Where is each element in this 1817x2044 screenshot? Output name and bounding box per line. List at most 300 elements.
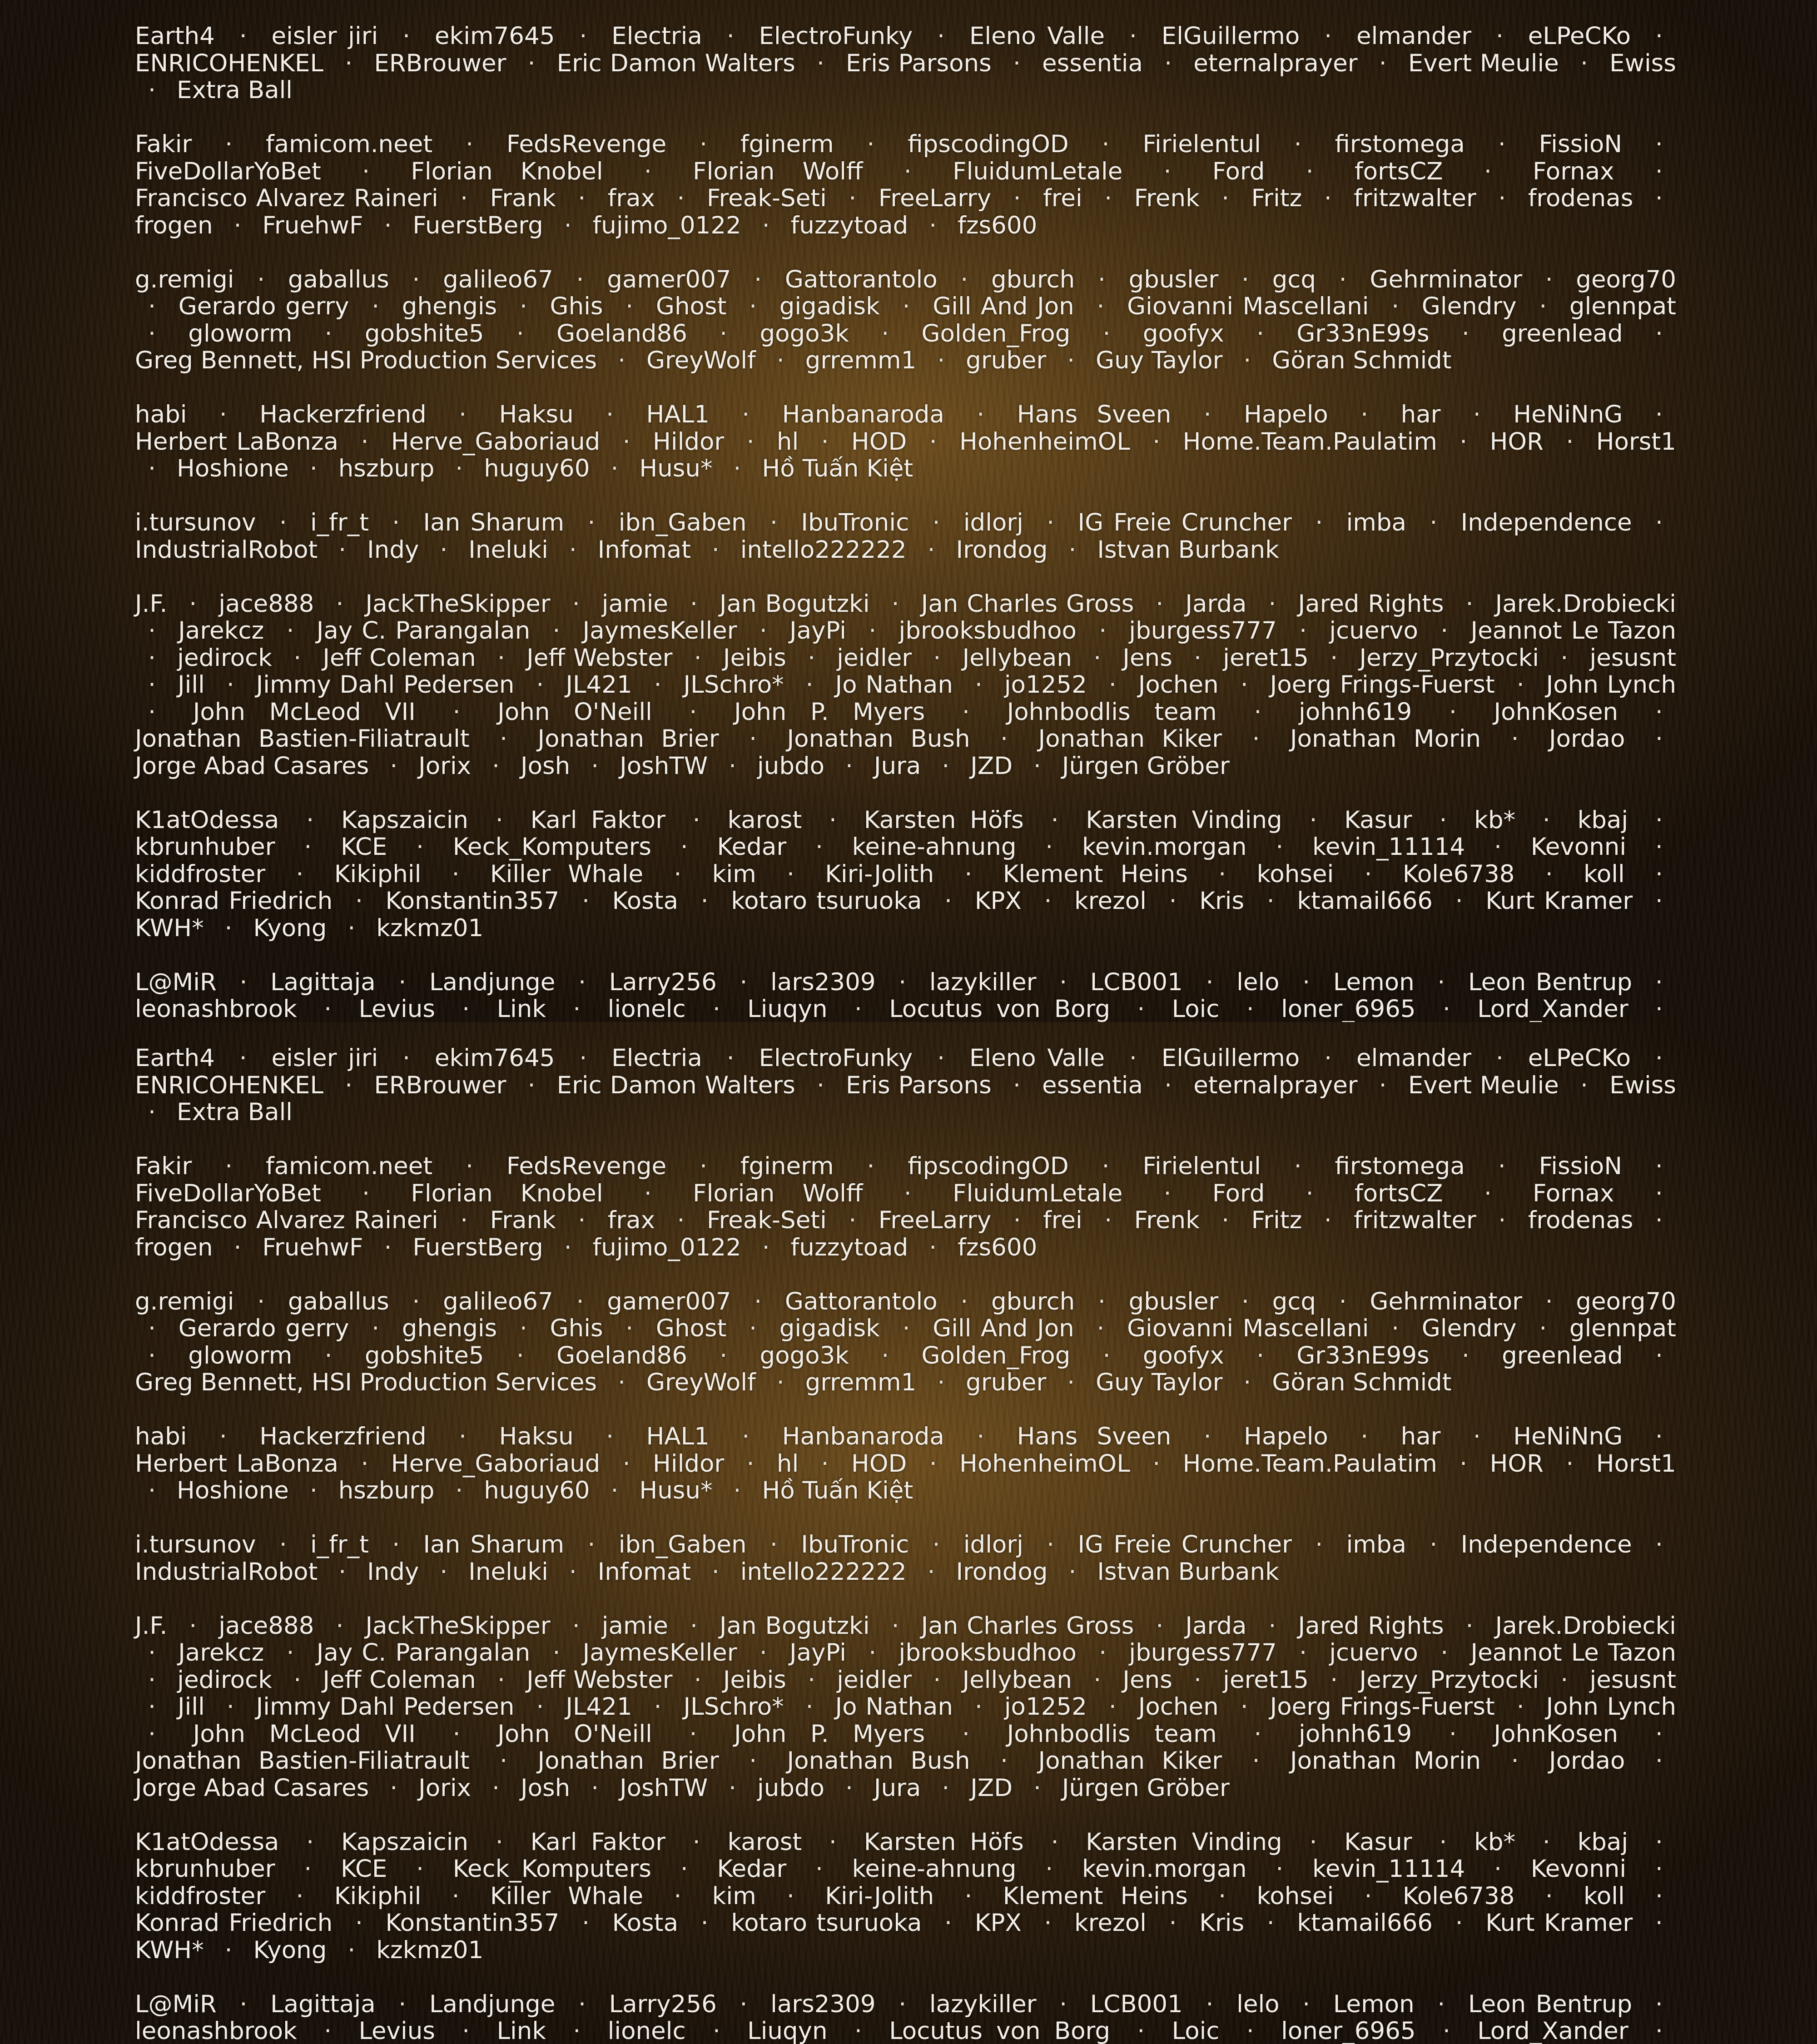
contributor-name: Home.Team.Paulatim <box>1183 428 1437 456</box>
name-separator: · <box>442 455 476 482</box>
contributor-name: Freak-Seti <box>707 1206 827 1234</box>
contributor-name: Fornax <box>1533 1180 1614 1207</box>
contributor-name: frogen <box>135 212 213 239</box>
contributor-name: Jared Rights <box>1298 1612 1444 1640</box>
name-separator: · <box>1642 1990 1676 2018</box>
contributor-name: gcq <box>1272 1288 1316 1315</box>
contributor-name: g.remigi <box>135 1288 234 1315</box>
name-separator: · <box>135 320 169 347</box>
contributor-name: kbaj <box>1578 1828 1628 1856</box>
contributor-name: Jürgen Gröber <box>1062 752 1230 780</box>
name-separator: · <box>280 1666 314 1694</box>
name-separator: · <box>1139 1450 1173 1478</box>
contributor-name: Leon Bentrup <box>1468 1990 1632 2018</box>
name-separator: · <box>1416 1531 1450 1558</box>
name-separator: · <box>802 1855 836 1883</box>
contributor-name: Kyong <box>253 914 327 942</box>
name-separator: · <box>1642 860 1676 888</box>
contributor-name: Guy Taylor <box>1096 347 1222 374</box>
name-separator: · <box>962 1693 996 1721</box>
contributor-name: imba <box>1346 509 1406 536</box>
name-separator: · <box>774 860 808 888</box>
contributor-name: intello222222 <box>740 536 907 564</box>
contributor-name: HOR <box>1490 1450 1544 1478</box>
contributor-name: GreyWolf <box>646 1369 756 1396</box>
name-separator: · <box>291 1855 325 1883</box>
contributor-name: gigadisk <box>779 293 880 320</box>
name-separator: · <box>560 2017 594 2044</box>
name-separator: · <box>293 806 327 834</box>
contributor-name: Home.Team.Paulatim <box>1183 1450 1437 1478</box>
name-separator: · <box>1642 1882 1676 1910</box>
name-separator: · <box>323 590 357 618</box>
name-separator: · <box>729 1423 763 1450</box>
contributor-name: Levius <box>358 2017 435 2044</box>
name-separator: · <box>244 1288 278 1315</box>
name-separator: · <box>479 752 513 780</box>
name-separator: · <box>1453 1612 1487 1640</box>
contributor-name: Hoshione <box>177 1477 289 1504</box>
name-separator: · <box>1526 293 1560 320</box>
name-separator: · <box>566 1044 600 1072</box>
name-separator: · <box>1378 1315 1412 1342</box>
contributor-name: fuzzytoad <box>791 212 908 239</box>
name-separator: · <box>1449 1342 1483 1369</box>
name-separator: · <box>439 698 473 726</box>
name-separator: · <box>135 1315 169 1342</box>
name-separator: · <box>1156 1909 1190 1937</box>
contributor-name: famicom.neet <box>266 1152 432 1180</box>
contributor-name: jeidler <box>837 1666 912 1694</box>
contributor-name: Haksu <box>499 401 573 428</box>
contributor-name: Göran Schmidt <box>1272 1369 1451 1396</box>
contributor-name: Husu* <box>639 1477 712 1504</box>
name-separator: · <box>503 1342 537 1369</box>
contributor-name: ENRICOHENKEL <box>135 50 323 77</box>
contributor-name: FluidumLetale <box>953 158 1122 185</box>
contributor-name: huguy60 <box>484 1477 590 1504</box>
name-separator: · <box>1293 1180 1327 1207</box>
contributor-name: eLPeCKo <box>1528 22 1631 50</box>
name-separator: · <box>816 1828 850 1856</box>
contributor-name: JL421 <box>566 671 632 699</box>
contributor-name: Jan Bogutzki <box>720 590 870 618</box>
name-separator: · <box>963 1423 998 1450</box>
contributor-name: Haksu <box>499 1423 573 1450</box>
contributor-name: Florian Wolff <box>693 1180 863 1207</box>
contributor-name: IG Freie Cruncher <box>1077 1531 1291 1558</box>
contributor-name: IndustrialRobot <box>135 1558 318 1586</box>
contributor-name: hszburp <box>338 1477 435 1504</box>
contributor-name: kbaj <box>1578 806 1628 834</box>
name-separator: · <box>610 1450 644 1478</box>
name-separator: · <box>726 968 760 996</box>
contributor-name: JayPi <box>789 1639 846 1667</box>
name-separator: · <box>987 725 1021 753</box>
contributor-name: greenlead <box>1502 1342 1623 1369</box>
name-separator: · <box>213 671 248 699</box>
name-separator: · <box>1529 806 1564 834</box>
contributor-name: jubdo <box>757 752 824 780</box>
contributor-name: Jochen <box>1138 1693 1219 1721</box>
name-separator: · <box>676 698 710 726</box>
name-separator: · <box>1424 968 1458 996</box>
name-separator: · <box>226 1044 260 1072</box>
contributor-name: Kedar <box>717 833 787 861</box>
name-separator: · <box>311 995 345 1022</box>
name-separator: · <box>1351 860 1385 888</box>
contributor-name: Earth4 <box>135 22 215 50</box>
contributor-name: huguy60 <box>484 455 590 482</box>
name-separator: · <box>1241 698 1275 726</box>
contributor-name: Keck_Komputers <box>453 833 651 861</box>
contributor-name: Extra Ball <box>177 1098 293 1126</box>
name-separator: · <box>563 266 597 293</box>
contributor-name: JL421 <box>566 1693 632 1721</box>
name-separator: · <box>1485 1152 1519 1180</box>
name-separator: · <box>928 1774 963 1802</box>
contributor-name: Landjunge <box>429 1990 555 2018</box>
contributor-name: ENRICOHENKEL <box>135 1072 323 1099</box>
name-separator: · <box>442 1477 476 1504</box>
name-separator: · <box>574 1531 608 1558</box>
contributor-name: Jeff Webster <box>526 644 672 672</box>
name-separator: · <box>1289 968 1323 996</box>
name-separator: · <box>1302 1531 1336 1558</box>
contributor-name: frax <box>608 184 655 212</box>
contributor-name: FluidumLetale <box>953 1180 1122 1207</box>
name-separator: · <box>808 1450 842 1478</box>
name-separator: · <box>947 266 981 293</box>
contributor-name: lars2309 <box>770 1990 876 2018</box>
name-separator: · <box>358 293 392 320</box>
contributor-name: ibn_Gaben <box>619 1531 747 1558</box>
name-separator: · <box>681 644 715 672</box>
name-separator: · <box>1080 1666 1114 1694</box>
name-separator: · <box>794 1666 829 1694</box>
contributor-name: Florian Knobel <box>411 158 603 185</box>
name-separator: · <box>612 293 646 320</box>
contributor-name: Kasur <box>1344 1828 1412 1856</box>
name-separator: · <box>720 1477 754 1504</box>
contributor-name: Landjunge <box>429 968 555 996</box>
name-separator: · <box>951 1882 985 1910</box>
name-separator: · <box>1642 401 1676 428</box>
name-separator: · <box>1151 50 1185 77</box>
contributor-name: Evert Meulie <box>1408 50 1559 77</box>
contributor-name: gobshite5 <box>365 1342 484 1369</box>
contributor-name: Kikiphil <box>334 860 422 888</box>
name-separator: · <box>700 995 734 1022</box>
contributor-name: Gill And Jon <box>933 293 1074 320</box>
name-separator: · <box>924 1044 958 1072</box>
contributor-name: Locutus von Borg <box>889 2017 1110 2044</box>
contributor-name: Jura <box>874 752 921 780</box>
contributor-name: Jonathan Kiker <box>1038 1747 1222 1775</box>
name-separator: · <box>612 1315 646 1342</box>
contributor-name: Extra Ball <box>177 76 293 104</box>
name-separator: · <box>924 347 958 374</box>
name-separator: · <box>556 536 590 564</box>
name-separator: · <box>379 509 413 536</box>
name-separator: · <box>348 428 382 456</box>
contributor-name: IndustrialRobot <box>135 536 318 564</box>
contributor-name: Karsten Vinding <box>1086 1828 1282 1856</box>
name-separator: · <box>879 1612 913 1640</box>
name-separator: · <box>1243 320 1277 347</box>
contributor-name: elmander <box>1356 22 1471 50</box>
contributor-name: Indy <box>367 1558 419 1586</box>
name-separator: · <box>1642 1855 1676 1883</box>
contributor-name: ekim7645 <box>435 1044 555 1072</box>
contributor-name: Infomat <box>598 536 691 564</box>
contributor-name: Hồ Tuấn Kiệt <box>762 455 913 482</box>
name-separator: · <box>1031 1909 1065 1937</box>
contributor-name: Jellybean <box>963 644 1072 672</box>
contributor-name: gaballus <box>288 266 389 293</box>
contributor-name: glennpat <box>1569 1315 1676 1342</box>
name-separator: · <box>774 1882 808 1910</box>
name-separator: · <box>449 995 483 1022</box>
contributor-name: KCE <box>341 833 387 861</box>
contributor-name: Greg Bennett, HSI Production Services <box>135 1369 597 1396</box>
contributor-name: jeret15 <box>1223 1666 1309 1694</box>
name-separator: · <box>559 590 593 618</box>
contributor-name: Greg Bennett, HSI Production Services <box>135 347 597 374</box>
contributor-name: galileo67 <box>443 1288 553 1315</box>
contributor-name: lars2309 <box>770 968 876 996</box>
contributor-name: Ian Sharum <box>423 509 565 536</box>
contributor-name: Jeff Webster <box>526 1666 672 1694</box>
name-separator: · <box>1642 1180 1676 1207</box>
contributor-name: Kevonni <box>1531 1855 1626 1883</box>
contributor-name: Lemon <box>1333 968 1415 996</box>
contributor-name: kevin.morgan <box>1082 833 1247 861</box>
name-separator: · <box>399 1288 433 1315</box>
contributor-name: Ford <box>1212 1180 1265 1207</box>
contributor-name: JayPi <box>789 617 846 645</box>
contributor-name: Karl Faktor <box>531 806 665 834</box>
name-separator: · <box>569 887 603 915</box>
contributor-name: jeidler <box>837 644 912 672</box>
name-separator: · <box>1642 833 1676 861</box>
name-separator: · <box>389 1044 423 1072</box>
contributor-name: eisler jiri <box>272 1044 378 1072</box>
contributor-name: Konrad Friedrich <box>135 887 333 915</box>
name-separator: · <box>551 1234 585 1261</box>
name-separator: · <box>1090 320 1124 347</box>
contributor-name: Jarekcz <box>178 1639 264 1667</box>
contributor-name: frodenas <box>1528 1206 1633 1234</box>
contributor-name: gcq <box>1272 266 1316 293</box>
name-separator: · <box>1642 725 1676 753</box>
contributor-name: ktamail666 <box>1297 1909 1433 1937</box>
name-separator: · <box>868 1342 902 1369</box>
contributor-name: JZD <box>970 1774 1013 1802</box>
contributor-name: eternalprayer <box>1193 50 1357 77</box>
name-separator: · <box>1055 1558 1089 1586</box>
name-separator: · <box>211 914 245 942</box>
contributor-name: Earth4 <box>135 1044 215 1072</box>
contributor-name: fipscodingOD <box>908 130 1068 158</box>
contributor-name: Gehrminator <box>1370 1288 1522 1315</box>
name-separator: · <box>312 1342 346 1369</box>
name-separator: · <box>565 1206 599 1234</box>
contributor-name: Kiri-Jolith <box>825 860 934 888</box>
contributor-name: goofyx <box>1143 1342 1224 1369</box>
contributor-name: gburch <box>991 1288 1075 1315</box>
contributor-name: Istvan Burbank <box>1097 1558 1279 1586</box>
name-separator: · <box>1642 1152 1676 1180</box>
name-separator: · <box>565 1990 599 2018</box>
name-separator: · <box>1139 428 1173 456</box>
contributor-name: John Lynch <box>1546 671 1676 699</box>
name-separator: · <box>1347 1423 1381 1450</box>
contributor-name: Electria <box>611 1044 702 1072</box>
name-separator: · <box>1642 2017 1676 2044</box>
name-separator: · <box>206 401 240 428</box>
name-separator: · <box>1642 1342 1676 1369</box>
name-separator: · <box>736 725 770 753</box>
name-separator: · <box>664 1206 698 1234</box>
contributor-name: Jimmy Dahl Pedersen <box>256 671 515 699</box>
contributor-name: jburgess777 <box>1129 617 1276 645</box>
contributor-name: Francisco Alvarez Raineri <box>135 1206 438 1234</box>
contributor-name: ekim7645 <box>435 22 555 50</box>
name-separator: · <box>1191 401 1225 428</box>
name-separator: · <box>226 1990 260 2018</box>
contributor-name: Indy <box>367 536 419 564</box>
name-separator: · <box>764 1369 798 1396</box>
contributor-name: fortsCZ <box>1355 1180 1443 1207</box>
contributor-name: fginerm <box>740 1152 834 1180</box>
contributor-name: JZD <box>970 752 1013 780</box>
contributor-name: hl <box>777 1450 799 1478</box>
contributor-name: frei <box>1043 184 1082 212</box>
contributor-name: LCB001 <box>1090 1990 1183 2018</box>
contributor-name: Eleno Valle <box>969 1044 1105 1072</box>
contributor-name: gigadisk <box>779 1315 880 1342</box>
contributor-name: eternalprayer <box>1193 1072 1357 1099</box>
contributor-name: gruber <box>966 347 1046 374</box>
name-separator: · <box>792 671 826 699</box>
contributor-name: KPX <box>975 1909 1022 1937</box>
name-separator: · <box>889 1315 923 1342</box>
name-separator: · <box>733 428 767 456</box>
contributor-name: Link <box>497 995 546 1022</box>
contributor-name: Jay C. Parangalan <box>317 1639 530 1667</box>
name-separator: · <box>297 455 331 482</box>
contributor-name: lionelc <box>608 995 686 1022</box>
contributor-name: Lord_Xander <box>1477 2017 1628 2044</box>
name-separator: · <box>135 1098 169 1126</box>
contributor-name: Kapszaicin <box>341 1828 468 1856</box>
contributor-name: Husu* <box>639 455 712 482</box>
contributor-name: Ghost <box>656 1315 726 1342</box>
contributor-name: Jochen <box>1138 671 1219 699</box>
name-separator: · <box>135 1666 169 1694</box>
name-separator: · <box>1485 130 1519 158</box>
name-separator: · <box>924 1369 958 1396</box>
name-separator: · <box>1239 725 1273 753</box>
contributor-name: elmander <box>1356 1044 1471 1072</box>
contributor-name: JackTheSkipper <box>365 590 550 618</box>
contributor-name: Istvan Burbank <box>1097 536 1279 564</box>
name-separator: · <box>1124 995 1158 1022</box>
name-separator: · <box>700 2017 734 2044</box>
contributor-name: John P. Myers <box>734 1720 925 1748</box>
name-separator: · <box>1302 509 1336 536</box>
contributor-name: Fakir <box>135 130 192 158</box>
name-separator: · <box>816 806 850 834</box>
contributor-name: Jonathan Bastien-Filiatrault <box>135 725 470 753</box>
name-separator: · <box>487 725 521 753</box>
contributor-name: Kole6738 <box>1403 1882 1515 1910</box>
contributor-name: FruehwF <box>262 1234 363 1261</box>
contributor-name: fzs600 <box>958 212 1037 239</box>
name-separator: · <box>403 1855 437 1883</box>
contributor-name: lazykiller <box>929 968 1037 996</box>
name-separator: · <box>1460 1423 1494 1450</box>
contributor-name: Liuqyn <box>747 2017 827 2044</box>
contributor-name: Jonathan Morin <box>1290 725 1481 753</box>
name-separator: · <box>1054 1369 1088 1396</box>
contributor-name: Jellybean <box>963 1666 1072 1694</box>
name-separator: · <box>804 50 838 77</box>
contributor-name: Jo Nathan <box>835 1693 953 1721</box>
contributor-name: lazykiller <box>929 1990 1037 2018</box>
contributor-name: Ghost <box>656 293 726 320</box>
name-separator: · <box>1311 1206 1345 1234</box>
name-separator: · <box>1642 968 1676 996</box>
name-separator: · <box>1085 266 1119 293</box>
name-separator: · <box>916 1234 950 1261</box>
contributor-name: Eris Parsons <box>846 50 992 77</box>
contributor-name: Infomat <box>598 1558 691 1586</box>
name-separator: · <box>1642 130 1676 158</box>
contributor-name: Ewiss <box>1609 50 1676 77</box>
name-separator: · <box>1096 1693 1130 1721</box>
contributor-name: habi <box>135 401 187 428</box>
name-separator: · <box>1046 1990 1080 2018</box>
name-separator: · <box>879 590 913 618</box>
contributor-name: ghengis <box>402 1315 497 1342</box>
contributor-name: Ford <box>1212 158 1265 185</box>
contributor-name: har <box>1401 401 1441 428</box>
name-separator: · <box>1088 1152 1122 1180</box>
name-separator: · <box>1326 1288 1360 1315</box>
contributor-name: Loic <box>1172 995 1220 1022</box>
contributor-name: grremm1 <box>805 347 917 374</box>
name-separator: · <box>385 968 419 996</box>
name-separator: · <box>1481 1855 1515 1883</box>
contributor-name: Guy Taylor <box>1096 1369 1222 1396</box>
name-separator: · <box>631 158 665 185</box>
contributor-name: famicom.neet <box>266 130 432 158</box>
contributor-name: FiveDollarYoBet <box>135 158 321 185</box>
name-separator: · <box>1424 1990 1458 2018</box>
contributor-name: fzs600 <box>958 1234 1037 1261</box>
name-separator: · <box>889 293 923 320</box>
contributor-name: GreyWolf <box>646 347 756 374</box>
contributor-name: Herbert LaBonza <box>135 428 338 456</box>
contributor-name: kiddfroster <box>135 1882 265 1910</box>
contributor-name: kbrunhuber <box>135 833 275 861</box>
name-separator: · <box>1142 590 1177 618</box>
contributor-name: Giovanni Mascellani <box>1127 293 1369 320</box>
name-separator: · <box>135 1720 169 1748</box>
contributor-name: intello222222 <box>740 1558 907 1586</box>
